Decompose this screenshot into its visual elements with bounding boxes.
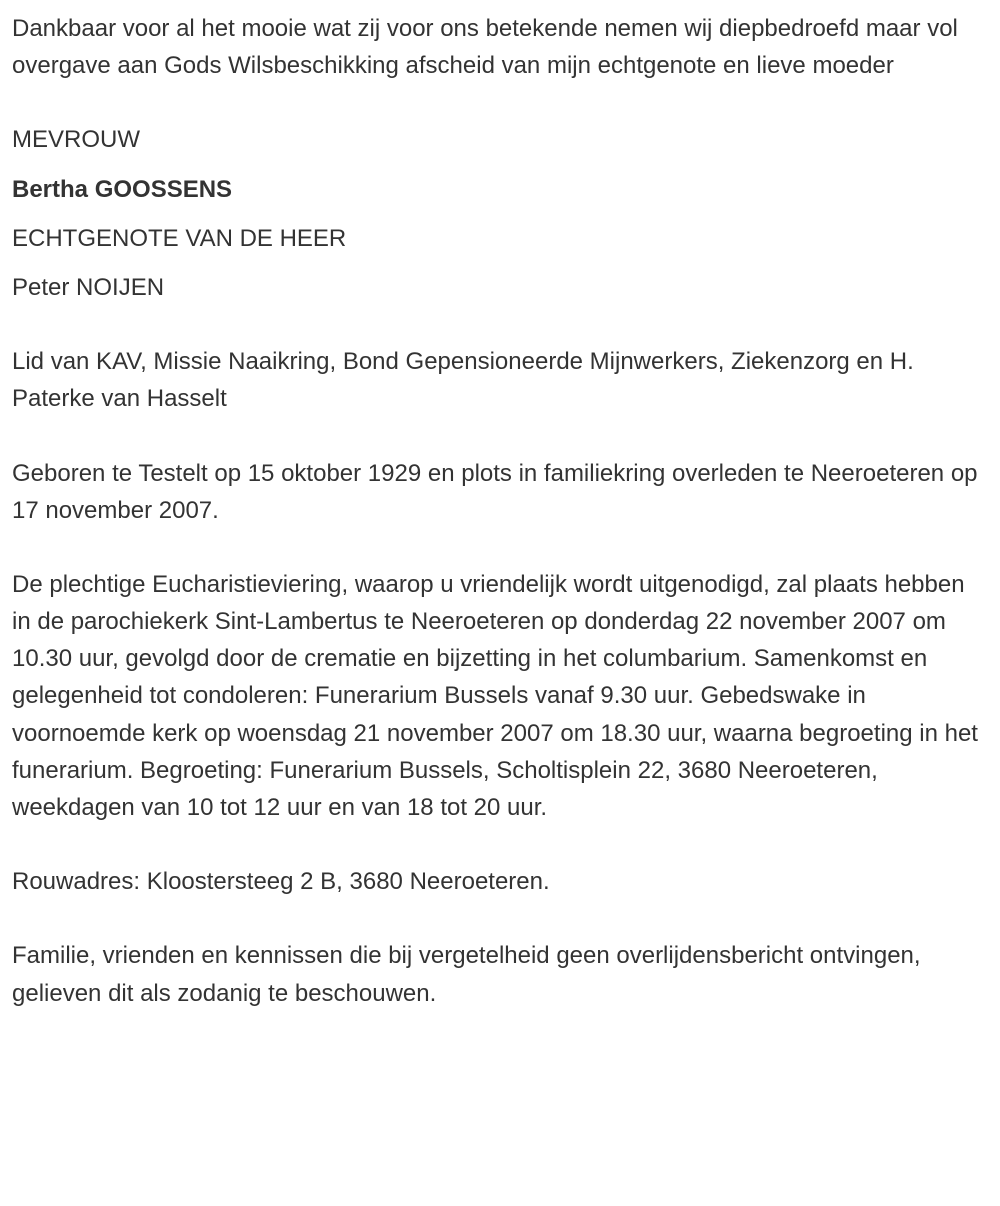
- deceased-name: Bertha GOOSSENS: [12, 175, 233, 203]
- deceased-header-block: [12, 121, 986, 306]
- closing-paragraph: Familie, vrienden en kennissen die bij vergetelheid geen overlijdensbericht ontvingen, gelieven dit als zodanig te beschouwen.: [12, 942, 921, 1007]
- life-dates-paragraph: Geboren te Testelt op 15 oktober 1929 en plots in familiekring overleden te Neeroeteren op 17 november 2007.: [12, 459, 978, 524]
- service-details-paragraph: De plechtige Eucharistieviering, waarop u vriendelijk wordt uitgenodigd, zal plaats hebben in de parochiekerk Sint-Lambertus te Neeroeteren op donderdag 22 november 2007 om 10.30 uur, gevolgd door de crematie en bijzetting in het columbarium. Samenkomst en gelegenheid tot condoleren: Funerarium Bussels vanaf 9.30 uur. Gebedswake in voornoemde kerk op woensdag 21 november 2007 om 18.30 uur, waarna begroeting in het funerarium. Begroeting: Funerarium Bussels, Scholtisplein 22, 3680 Neeroeteren, weekdagen van 10 tot 12 uur en van 18 tot 20 uur.: [12, 570, 978, 821]
- mourning-address-paragraph: Rouwadres: Kloostersteeg 2 B, 3680 Neeroeteren.: [12, 868, 550, 896]
- intro-paragraph: Dankbaar voor al het mooie wat zij voor ons betekende nemen wij diepbedroefd maar vol overgave aan Gods Wilsbeschikking afscheid van mijn echtgenote en lieve moeder: [12, 15, 958, 80]
- deceased-title: MEVROUW: [12, 126, 140, 154]
- spouse-title: ECHTGENOTE VAN DE HEER: [12, 224, 347, 252]
- spouse-name: Peter NOIJEN: [12, 273, 165, 301]
- memberships-paragraph: Lid van KAV, Missie Naaikring, Bond Gepensioneerde Mijnwerkers, Ziekenzorg en H. Paterke van Hasselt: [12, 348, 914, 413]
